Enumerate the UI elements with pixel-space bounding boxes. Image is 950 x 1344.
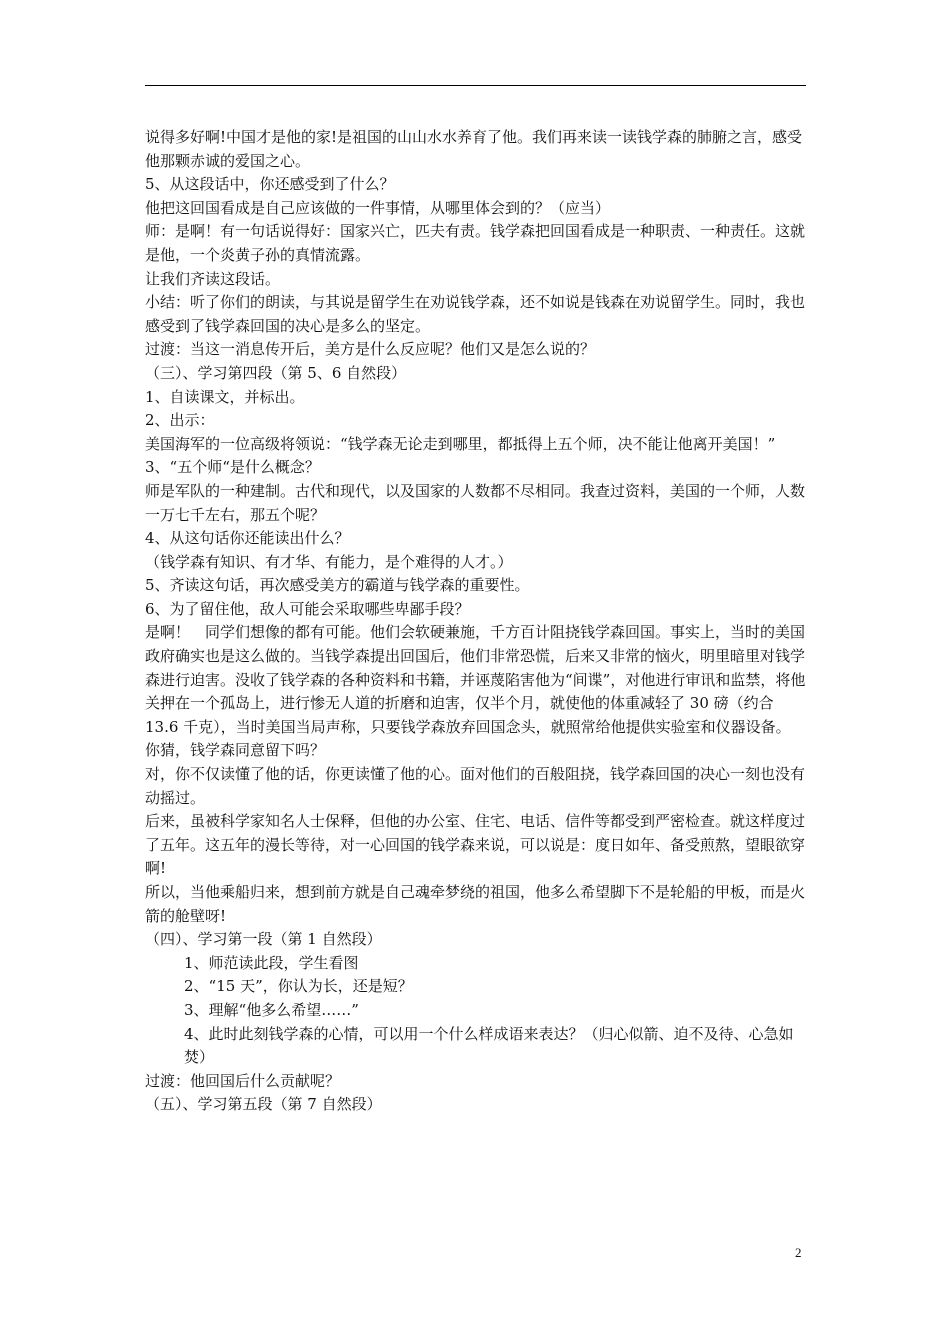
paragraph: 6、为了留住他，敌人可能会采取哪些卑鄙手段？ [145, 599, 470, 618]
paragraph: （四）、学习第一段（第 1 自然段） [145, 930, 382, 949]
paragraph: 美国海军的一位高级将领说：“钱学森无论走到哪里，都抵得上五个师，决不能让他离开美国！” [145, 434, 776, 453]
paragraph: 后来，虽被科学家知名人士保释，但他的办公室、住宅、电话、信件等都受到严密检查。就这样度过了五年。这五年的漫长等待，对一心回国的钱学森来说，可以说是：度日如年、备受煎熬，望眼欲穿啊! [145, 812, 806, 878]
page-number: 2 [795, 1245, 802, 1260]
header-rule [145, 85, 806, 86]
paragraph: 师是军队的一种建制。古代和现代，以及国家的人数都不尽相同。我查过资料，美国的一个师，人数一万七千左右，那五个呢？ [145, 481, 806, 524]
paragraph: （三）、学习第四段（第 5、6 自然段） [145, 363, 407, 382]
paragraph: 3、“五个师“是什么概念？ [145, 458, 320, 477]
paragraph: 1、师范读此段，学生看图 [184, 953, 359, 972]
paragraph: 4、此时此刻钱学森的心情，可以用一个什么样成语来表达？（归心似箭、迫不及待、心急如焚） [184, 1024, 794, 1067]
document-body [145, 126, 811, 1117]
paragraph: 让我们齐读这段话。 [145, 269, 281, 288]
paragraph: 2、出示： [145, 411, 215, 430]
paragraph: 说得多好啊!中国才是他的家!是祖国的山山水水养育了他。我们再来读一读钱学森的肺腑之言，感受他那颗赤诚的爱国之心。 [145, 128, 803, 170]
paragraph: 是啊！ 同学们想像的都有可能。他们会软硬兼施，千方百计阻挠钱学森回国。事实上，当时的美国政府确实也是这么做的。当钱学森提出回国后，他们非常恐慌，后来又非常的恼火，明里暗里对钱学森进行迫害。没收了钱学森的各种资料和书籍，并诬蔑陷害他为“间谍”，对他进行审讯和监禁，将他关押在一个孤岛上，进行惨无人道的折磨和迫害，仅半个月，就使他的体重减轻了 30 磅（约合 13.6 千克），当时美国当局声称，只要钱学森放弃回国念头，就照常给他提供实验室和仪器设备。 [145, 623, 806, 736]
paragraph: 2、“15 天”，你认为长，还是短？ [184, 977, 413, 996]
paragraph: 所以，当他乘船归来，想到前方就是自己魂牵梦绕的祖国，他多么希望脚下不是轮船的甲板，而是火箭的舱壁呀! [145, 883, 806, 925]
paragraph: 5、齐读这句话，再次感受美方的霸道与钱学森的重要性。 [145, 576, 530, 595]
paragraph: 1、自读课文，并标出。 [145, 387, 305, 406]
paragraph: 他把这回国看成是自己应该做的一件事情，从哪里体会到的？（应当） [145, 198, 611, 217]
paragraph: （五）、学习第五段（第 7 自然段） [145, 1095, 382, 1114]
paragraph: 过渡：当这一消息传开后，美方是什么反应呢？他们又是怎么说的？ [145, 340, 596, 359]
paragraph: 对，你不仅读懂了他的话，你更读懂了他的心。面对他们的百般阻挠，钱学森回国的决心一刻也没有动摇过。 [145, 765, 806, 807]
paragraph: 4、从这句话你还能读出什么？ [145, 529, 350, 548]
paragraph: 3、理解“他多么希望……” [184, 1000, 359, 1019]
paragraph: 5、从这段话中，你还感受到了什么？ [145, 175, 395, 194]
paragraph: 过渡：他回国后什么贡献呢？ [145, 1071, 341, 1090]
paragraph: 小结：听了你们的朗读，与其说是留学生在劝说钱学森，还不如说是钱森在劝说留学生。同时，我也感受到了钱学森回国的决心是多么的坚定。 [145, 293, 806, 335]
paragraph: 师：是啊！有一句话说得好：国家兴亡，匹夫有责。钱学森把回国看成是一种职责、一种责任。这就是他，一个炎黄子孙的真情流露。 [145, 222, 806, 264]
paragraph: （钱学森有知识、有才华、有能力，是个难得的人才。） [145, 552, 513, 571]
paragraph: 你猜，钱学森同意留下吗？ [145, 741, 326, 760]
